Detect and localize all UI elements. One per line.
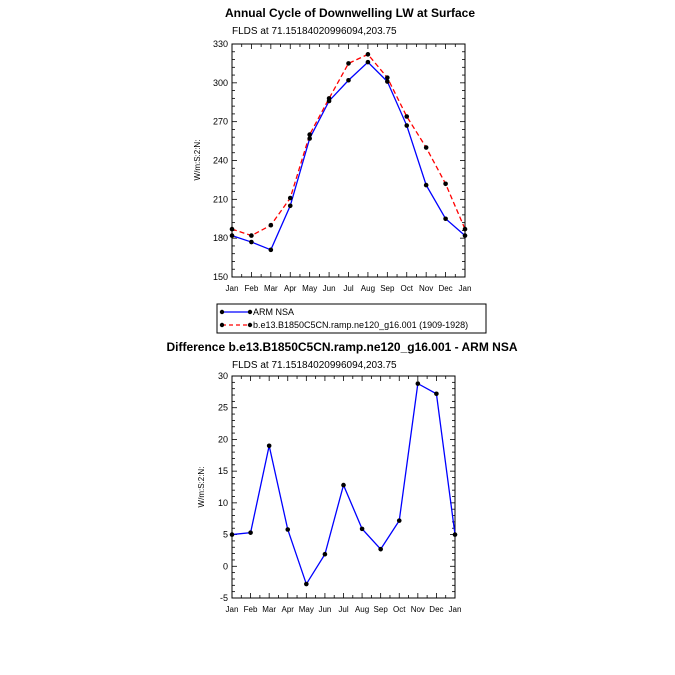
series-0-point: [397, 518, 402, 523]
x-tick-label: Jan: [225, 605, 239, 614]
y-tick-label: 30: [217, 371, 228, 381]
series-0-point: [285, 527, 290, 532]
series-0-point: [404, 123, 409, 128]
x-tick-label: Mar: [263, 284, 278, 293]
legend-entry-model: b.e13.B1850C5CN.ramp.ne120_g16.001 (1909-1928): [253, 320, 469, 330]
x-tick-label: Apr: [284, 284, 297, 293]
x-tick-label: Aug: [360, 284, 376, 293]
series-0-point: [267, 443, 272, 448]
series-0-point: [341, 483, 346, 488]
y-tick-label: 5: [222, 529, 228, 540]
y-tick-label: 150: [212, 272, 228, 282]
series-1-point: [404, 114, 409, 119]
series-0-point: [304, 582, 309, 587]
series-0-point: [378, 547, 383, 552]
chart-subtitle-annual-cycle: FLDS at 71.15184020996094,203.75: [232, 26, 397, 37]
legend-marker-model-start: [220, 323, 224, 327]
y-tick-label: 180: [212, 233, 228, 244]
x-tick-label: Jun: [322, 284, 336, 293]
x-tick-label: Aug: [354, 605, 370, 614]
series-0-point: [230, 532, 235, 537]
y-tick-label: 300: [212, 77, 228, 88]
x-tick-label: Mar: [262, 605, 277, 614]
series-0-point: [366, 60, 371, 65]
y-axis-label-difference: W/m:S:2:N:: [197, 466, 206, 508]
series-1-point: [463, 227, 468, 232]
y-tick-label: 240: [212, 155, 228, 166]
legend-marker-arm-nsa-end: [248, 310, 252, 314]
legend-entry-arm-nsa: ARM NSA: [253, 307, 295, 317]
y-tick-label: 0: [222, 561, 228, 572]
chart-subtitle-difference: FLDS at 71.15184020996094,203.75: [232, 360, 397, 371]
series-1-point: [346, 61, 351, 66]
x-tick-label: Jan: [458, 284, 472, 293]
plot-area-annual-cycle: [230, 52, 468, 252]
series-0-point: [453, 532, 458, 537]
x-tick-label: May: [298, 605, 314, 614]
x-tick-label: Sep: [373, 605, 388, 614]
x-tick-label: Apr: [281, 605, 294, 614]
x-tick-label: Nov: [410, 605, 425, 614]
x-tick-label: Jul: [338, 605, 349, 614]
y-axis-label-annual-cycle: W/m:S:2:N:: [193, 139, 202, 181]
series-1-point: [249, 233, 254, 238]
x-tick-label: Nov: [419, 284, 434, 293]
x-tick-label: Oct: [400, 284, 413, 293]
series-0-point: [463, 233, 468, 238]
series-1-point: [230, 227, 235, 232]
y-tick-label: 25: [217, 402, 228, 413]
legend-marker-model-end: [248, 323, 252, 327]
series-1-point: [288, 196, 293, 201]
x-tick-label: Dec: [438, 284, 453, 293]
plot-area-difference: [230, 381, 458, 586]
series-1-point: [366, 52, 371, 57]
series-0-point: [248, 530, 253, 535]
series-1-point: [385, 75, 390, 80]
series-0-point: [249, 240, 254, 245]
y-tick-label: 210: [212, 194, 228, 205]
y-tick-label: 15: [217, 466, 228, 477]
series-0-point: [288, 204, 293, 209]
series-1-point: [307, 132, 312, 137]
axes-difference: [218, 371, 461, 614]
chart-title-difference: Difference b.e13.B1850C5CN.ramp.ne120_g16.001 - ARM NSA: [166, 340, 518, 354]
series-1-point: [269, 223, 274, 228]
series-0-point: [443, 216, 448, 221]
legend-annual-cycle: [217, 304, 486, 333]
series-0-point: [424, 183, 429, 188]
chart-title-annual-cycle: Annual Cycle of Downwelling LW at Surface: [224, 6, 476, 20]
x-tick-label: Jul: [343, 284, 354, 293]
y-tick-label: 10: [217, 497, 228, 508]
x-tick-label: Sep: [380, 284, 395, 293]
x-tick-label: Jun: [318, 605, 332, 614]
legend-marker-arm-nsa-start: [220, 310, 224, 314]
series-1-point: [424, 145, 429, 150]
y-tick-label: -5: [219, 593, 228, 603]
x-tick-label: Oct: [393, 605, 406, 614]
y-tick-label: 20: [217, 434, 228, 445]
series-1-point: [443, 182, 448, 187]
panel-difference: [166, 340, 517, 614]
series-0-point: [269, 248, 274, 253]
x-tick-label: May: [302, 284, 318, 293]
x-tick-label: Dec: [429, 605, 444, 614]
series-0-point: [323, 552, 328, 557]
y-tick-label: 270: [212, 116, 228, 127]
series-0-point: [416, 381, 421, 386]
x-tick-label: Jan: [448, 605, 462, 614]
y-tick-label: 330: [212, 39, 228, 49]
panel-annual-cycle: [193, 6, 486, 333]
series-0-point: [346, 78, 351, 83]
x-tick-label: Feb: [243, 605, 258, 614]
series-1-point: [327, 96, 332, 101]
x-tick-label: Feb: [244, 284, 259, 293]
axes-annual-cycle: [213, 39, 471, 293]
series-0-point: [230, 233, 235, 238]
series-0-point: [434, 391, 439, 396]
series-0-point: [360, 527, 365, 532]
x-tick-label: Jan: [225, 284, 239, 293]
